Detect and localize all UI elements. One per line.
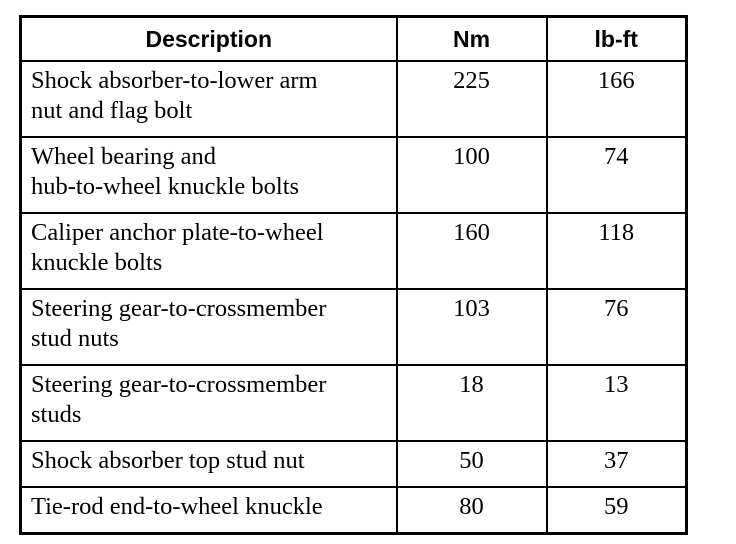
nm-value: 225 — [397, 61, 547, 137]
torque-spec-table — [19, 15, 688, 535]
description-cell — [21, 487, 397, 534]
table-row — [21, 61, 687, 137]
table-row — [21, 365, 687, 441]
description-line: Wheel bearing and — [31, 143, 217, 170]
description-cell — [21, 441, 397, 487]
header-description: Description — [21, 17, 397, 62]
table-row — [21, 137, 687, 213]
table-header-row — [21, 17, 687, 62]
table-row — [21, 487, 687, 534]
description-line: Caliper anchor plate-to-wheel — [31, 219, 324, 246]
description-line: Shock absorber top stud nut — [31, 447, 305, 474]
header-lbft: lb-ft — [547, 17, 687, 62]
lbft-value: 59 — [547, 487, 687, 534]
description-line: studs — [31, 401, 82, 428]
description-line: Shock absorber-to-lower arm — [31, 67, 318, 94]
description-line: stud nuts — [31, 325, 119, 352]
nm-value: 80 — [397, 487, 547, 534]
lbft-value: 118 — [547, 213, 687, 289]
header-nm: Nm — [397, 17, 547, 62]
lbft-value: 13 — [547, 365, 687, 441]
nm-value: 18 — [397, 365, 547, 441]
description-cell — [21, 289, 397, 365]
description-cell — [21, 137, 397, 213]
description-cell — [21, 61, 397, 137]
description-line: hub-to-wheel knuckle bolts — [31, 173, 300, 200]
table-row — [21, 213, 687, 289]
description-line: Steering gear-to-crossmember — [31, 295, 327, 322]
description-cell — [21, 365, 397, 441]
nm-value: 50 — [397, 441, 547, 487]
description-line: knuckle bolts — [31, 249, 163, 276]
lbft-value: 76 — [547, 289, 687, 365]
description-line: Tie-rod end-to-wheel knuckle — [31, 493, 323, 520]
lbft-value: 166 — [547, 61, 687, 137]
nm-value: 160 — [397, 213, 547, 289]
nm-value: 100 — [397, 137, 547, 213]
lbft-value: 74 — [547, 137, 687, 213]
table-row — [21, 441, 687, 487]
lbft-value: 37 — [547, 441, 687, 487]
description-line: nut and flag bolt — [31, 97, 193, 124]
description-line: Steering gear-to-crossmember — [31, 371, 327, 398]
nm-value: 103 — [397, 289, 547, 365]
description-cell — [21, 213, 397, 289]
table-row — [21, 289, 687, 365]
